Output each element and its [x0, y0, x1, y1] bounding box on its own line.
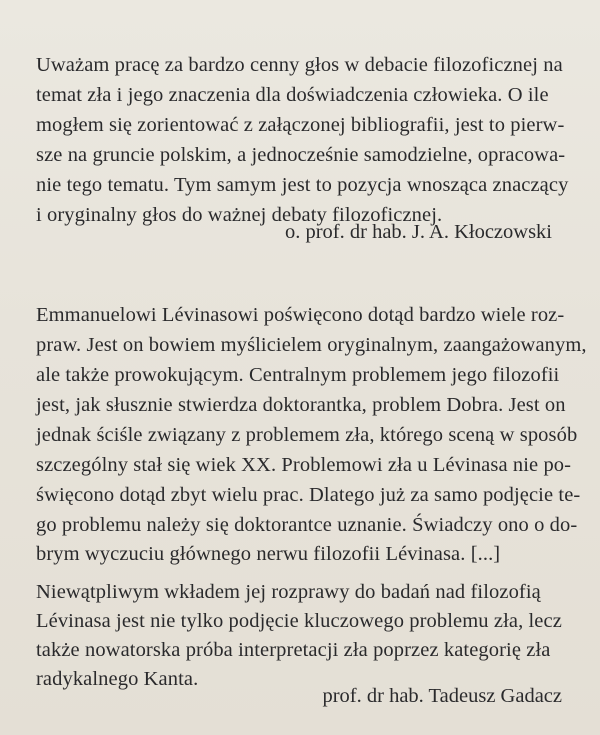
review1-line: i oryginalny głos do ważnej debaty filozoficznej. [36, 204, 443, 226]
review2-line: praw. Jest on bowiem myślicielem oryginalnym, zaangażowanym, [36, 334, 587, 356]
review1-line: Uważam pracę za bardzo cenny głos w debacie filozoficznej na [36, 54, 563, 76]
review2-line: jest, jak słusznie stwierdza doktorantka, problem Dobra. Jest on [36, 394, 566, 416]
review2-line: radykalnego Kanta. [36, 668, 199, 690]
review1-line: nie tego tematu. Tym samym jest to pozycja wnosząca znaczący [36, 174, 569, 196]
review2-line: także nowatorska próba interpretacji zła poprzez kategorię zła [36, 639, 551, 661]
review1-line: temat zła i jego znaczenia dla doświadczenia człowieka. O ile [36, 84, 549, 106]
review2-line: jednak ściśle związany z problemem zła, którego sceną w sposób [36, 424, 578, 446]
review1-signature: o. prof. dr hab. J. A. Kłoczowski [284, 221, 552, 243]
review2-line: brym wyczuciu głównego nerwu filozofii Lévinasa. [...] [36, 543, 501, 565]
review2-line: go problemu należy się doktorantce uznanie. Świadczy ono o do- [36, 514, 578, 536]
review2-signature: prof. dr hab. Tadeusz Gadacz [322, 685, 562, 707]
review2-line: święcono dotąd zbyt wielu prac. Dlatego już za samo podjęcie te- [36, 484, 581, 506]
review2-line: Niewątpliwym wkładem jej rozprawy do badań nad filozofią [36, 581, 541, 603]
review1-line: sze na gruncie polskim, a jednocześnie samodzielne, opracowa- [36, 144, 566, 166]
review2-line: Emmanuelowi Lévinasowi poświęcono dotąd bardzo wiele roz- [36, 304, 565, 326]
review2-line: Lévinasa jest nie tylko podjęcie kluczowego problemu zła, lecz [36, 610, 562, 632]
review2-line: szczególny stał się wiek XX. Problemowi zła u Lévinasa nie po- [36, 454, 572, 476]
review2-line: ale także prowokującym. Centralnym problemem jego filozofii [36, 364, 560, 386]
review1-line: mogłem się zorientować z załączonej bibliografii, jest to pierw- [36, 114, 565, 136]
